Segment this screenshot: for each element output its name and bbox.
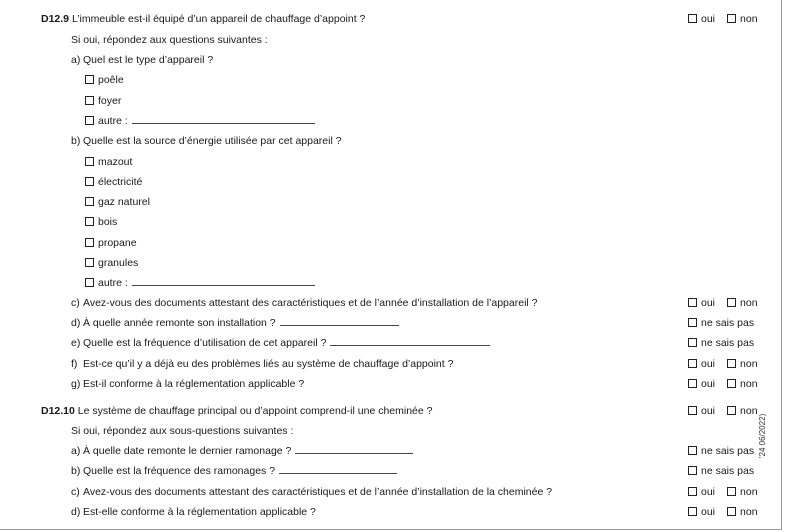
checkbox[interactable] <box>688 338 697 347</box>
checkbox[interactable] <box>727 298 736 307</box>
d12-10-c: c) Avez-vous des documents attestant des caractéristiques et de l’année d’installation de la cheminée ? <box>71 486 553 498</box>
d12-9-answer-group <box>688 12 770 26</box>
sweep-frequency-input-line[interactable] <box>279 464 397 474</box>
d12-9-f-answer-group <box>688 357 770 371</box>
oui-option[interactable]: oui <box>688 357 715 371</box>
d12-10-b: b) Quelle est la fréquence des ramonages ? <box>71 464 397 478</box>
non-option[interactable]: non <box>727 505 758 519</box>
checkbox[interactable] <box>688 298 697 307</box>
d12-9-c-answer-group <box>688 296 770 310</box>
ne-sais-pas-option[interactable]: ne sais pas <box>688 336 754 350</box>
checkbox[interactable] <box>727 487 736 496</box>
question-d12-9 <box>41 12 365 26</box>
checkbox[interactable] <box>85 177 94 186</box>
ne-sais-pas-option[interactable]: ne sais pas <box>688 444 754 458</box>
d12-9-g-answer-group <box>688 377 770 391</box>
d12-9-c: c) Avez-vous des documents attestant des caractéristiques et de l’année d’installation de l’appareil ? <box>71 297 538 309</box>
checkbox[interactable] <box>727 379 736 388</box>
ne-sais-pas-option[interactable]: ne sais pas <box>688 316 754 330</box>
checkbox[interactable] <box>727 359 736 368</box>
question-id: D12.10 <box>41 405 75 417</box>
oui-option[interactable]: oui <box>688 505 715 519</box>
d12-10-d-answer-group <box>688 505 770 519</box>
checkbox[interactable] <box>727 406 736 415</box>
checkbox[interactable] <box>688 14 697 23</box>
checkbox[interactable] <box>688 379 697 388</box>
d12-10-a: a) À quelle date remonte le dernier ramonage ? <box>71 444 413 458</box>
d12-9-a: a) Quel est le type d’appareil ? <box>71 54 214 66</box>
last-sweep-date-input-line[interactable] <box>295 444 413 454</box>
non-option[interactable]: non <box>727 296 758 310</box>
checkbox[interactable] <box>688 318 697 327</box>
d12-10-d: d) Est-elle conforme à la réglementation applicable ? <box>71 506 316 518</box>
question-id: D12.9 <box>41 13 70 25</box>
d12-9-intro: Si oui, répondez aux questions suivantes : <box>71 34 268 46</box>
checkbox[interactable] <box>85 238 94 247</box>
d12-9-non-option[interactable]: non <box>727 12 758 26</box>
option-mazout[interactable]: mazout <box>85 155 132 169</box>
autre-type-input-line[interactable] <box>132 114 315 124</box>
option-autre-source[interactable]: autre : <box>85 276 315 290</box>
option-propane[interactable]: propane <box>85 236 137 250</box>
non-option[interactable]: non <box>727 377 758 391</box>
checkbox[interactable] <box>85 258 94 267</box>
option-granules[interactable]: granules <box>85 256 138 270</box>
checkbox[interactable] <box>85 197 94 206</box>
option-bois[interactable]: bois <box>85 215 117 229</box>
checkbox[interactable] <box>688 466 697 475</box>
d12-9-e: e) Quelle est la fréquence d’utilisation de cet appareil ? <box>71 336 490 350</box>
oui-option[interactable]: oui <box>688 377 715 391</box>
question-d12-10 <box>41 404 432 418</box>
d12-9-g: g) Est-il conforme à la réglementation applicable ? <box>71 378 305 390</box>
option-foyer[interactable]: foyer <box>85 94 121 108</box>
question-text: L’immeuble est-il équipé d’un appareil de chauffage d’appoint ? <box>71 13 366 25</box>
checkbox[interactable] <box>85 157 94 166</box>
d12-10-c-answer-group <box>688 485 770 499</box>
ne-sais-pas-option[interactable]: ne sais pas <box>688 464 754 478</box>
checkbox[interactable] <box>85 217 94 226</box>
question-text: Le système de chauffage principal ou d’appoint comprend-il une cheminée ? <box>77 405 433 417</box>
option-gaz-naturel[interactable]: gaz naturel <box>85 195 150 209</box>
checkbox[interactable] <box>688 406 697 415</box>
oui-option[interactable]: oui <box>688 296 715 310</box>
option-autre-type[interactable]: autre : <box>85 114 315 128</box>
option-poele[interactable]: poêle <box>85 73 124 87</box>
d12-9-d: d) À quelle année remonte son installation ? <box>71 316 399 330</box>
checkbox[interactable] <box>727 14 736 23</box>
oui-option[interactable]: oui <box>688 485 715 499</box>
checkbox[interactable] <box>688 507 697 516</box>
non-option[interactable]: non <box>727 485 758 499</box>
d12-9-b: b) Quelle est la source d’énergie utilisée par cet appareil ? <box>71 135 342 147</box>
d12-9-oui-option[interactable]: oui <box>688 12 715 26</box>
option-electricite[interactable]: électricité <box>85 175 142 189</box>
autre-source-input-line[interactable] <box>132 276 315 286</box>
checkbox[interactable] <box>85 75 94 84</box>
non-option[interactable]: non <box>727 357 758 371</box>
checkbox[interactable] <box>85 96 94 105</box>
d12-9-f: f) Est-ce qu’il y a déjà eu des problèmes liés au système de chauffage d’appoint ? <box>71 358 454 370</box>
checkbox[interactable] <box>688 359 697 368</box>
checkbox[interactable] <box>688 446 697 455</box>
checkbox[interactable] <box>85 116 94 125</box>
checkbox[interactable] <box>688 487 697 496</box>
checkbox[interactable] <box>85 278 94 287</box>
usage-frequency-input-line[interactable] <box>330 336 490 346</box>
checkbox[interactable] <box>727 507 736 516</box>
non-option[interactable]: non <box>727 404 758 418</box>
d12-10-intro: Si oui, répondez aux sous-questions suivantes : <box>71 425 294 437</box>
oui-option[interactable]: oui <box>688 404 715 418</box>
installation-year-input-line[interactable] <box>280 316 399 326</box>
form-version-code: '24 06/2022) <box>758 413 767 458</box>
